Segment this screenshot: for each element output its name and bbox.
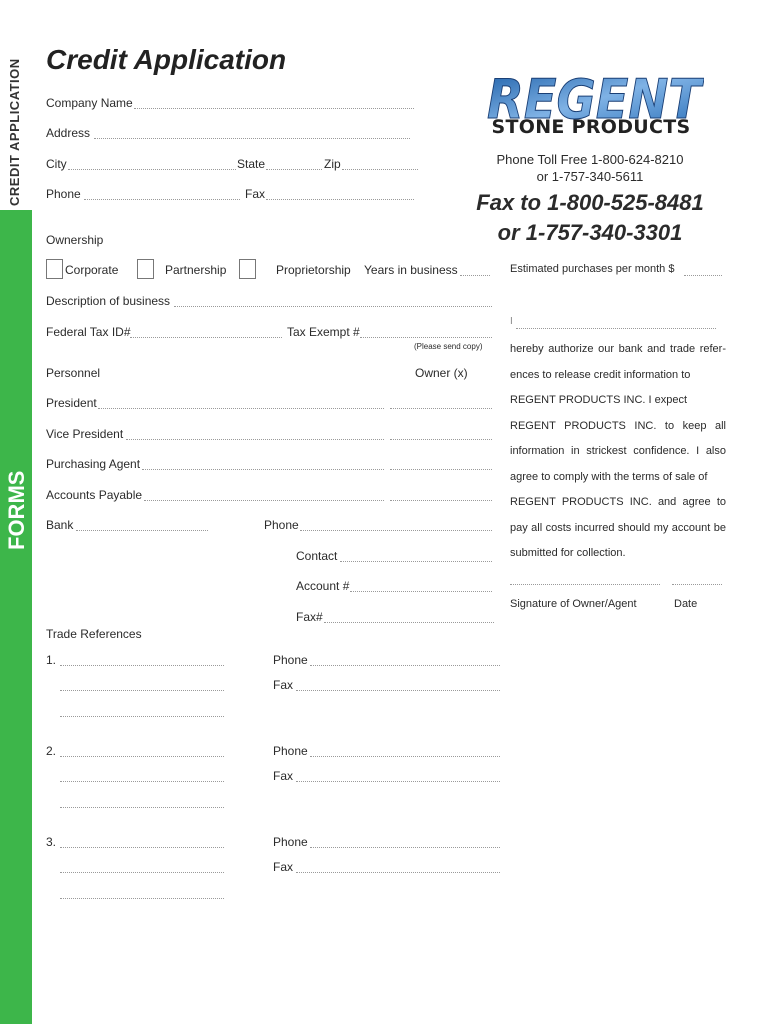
proprietorship-checkbox[interactable]: [239, 259, 256, 279]
bank-label: Bank: [46, 518, 74, 532]
reference-1-phone-label: Phone: [273, 653, 308, 667]
purchasing-agent-field[interactable]: [142, 469, 384, 470]
corporate-checkbox[interactable]: [46, 259, 63, 279]
authorization-line: REGENT PRODUCTS INC. and agree to: [510, 496, 726, 508]
reference-number: 2.: [46, 744, 57, 758]
reference-number: 3.: [46, 835, 57, 849]
reference-3-phone-field[interactable]: [310, 847, 500, 848]
authorizer-name-field[interactable]: [516, 328, 716, 329]
reference-1-city-field[interactable]: [60, 716, 224, 717]
reference-3-fax-field[interactable]: [296, 872, 500, 873]
zip-label: Zip: [324, 157, 341, 171]
phone-field[interactable]: [84, 199, 240, 200]
federal-tax-id-field[interactable]: [130, 337, 282, 338]
zip-field[interactable]: [342, 169, 418, 170]
bank-account-label: Account #: [296, 579, 350, 593]
years-in-business-field[interactable]: [460, 275, 490, 276]
authorization-line: agree to comply with the terms of sale of: [510, 471, 708, 483]
sidebar-title: CREDIT APPLICATION: [7, 58, 22, 206]
proprietorship-label: Proprietorship: [276, 263, 351, 277]
reference-2-address-field[interactable]: [60, 781, 224, 782]
authorization-line: pay all costs incurred should my account be: [510, 522, 726, 534]
accounts-payable-label: Accounts Payable: [46, 488, 143, 502]
reference-2-phone-field[interactable]: [310, 756, 500, 757]
company-name-label: Company Name: [46, 96, 133, 110]
estimated-purchases-field[interactable]: [684, 275, 722, 276]
personnel-heading: Personnel: [46, 366, 101, 380]
reference-1-fax-field[interactable]: [296, 690, 500, 691]
reference-2-name-field[interactable]: [60, 756, 224, 757]
tax-exempt-label: Tax Exempt #: [287, 325, 360, 339]
reference-2-city-field[interactable]: [60, 807, 224, 808]
regent-logo: [484, 66, 704, 186]
authorization-line: REGENT PRODUCTS INC. to keep all: [510, 420, 726, 432]
authorization-line: ences to release credit information to: [510, 369, 691, 381]
bank-fax-label: Fax#: [296, 610, 323, 624]
bank-account-field[interactable]: [350, 591, 492, 592]
reference-1-fax-label: Fax: [273, 678, 294, 692]
fax-line-2: or 1-757-340-3301: [497, 220, 683, 245]
authorization-line: information in strickest confidence. I also: [510, 445, 726, 457]
company-name-field[interactable]: [134, 108, 414, 109]
logo-word: REGENT: [487, 68, 704, 131]
president-field[interactable]: [98, 408, 384, 409]
bank-contact-label: Contact: [296, 549, 338, 563]
phone-line-1: Phone Toll Free 1-800-624-8210: [496, 152, 684, 167]
years-in-business-label: Years in business: [364, 263, 458, 277]
tax-exempt-field[interactable]: [360, 337, 492, 338]
sidebar-forms-label: FORMS: [4, 470, 29, 550]
reference-1-name-field[interactable]: [60, 665, 224, 666]
description-field[interactable]: [174, 306, 492, 307]
president-owner-field[interactable]: [390, 408, 492, 409]
president-label: President: [46, 396, 97, 410]
reference-3-phone-label: Phone: [273, 835, 308, 849]
trade-references-heading: Trade References: [46, 627, 142, 641]
phone-label: Phone: [46, 187, 81, 201]
federal-tax-id-label: Federal Tax ID#: [46, 325, 131, 339]
fax-label: Fax: [245, 187, 266, 201]
bank-contact-field[interactable]: [340, 561, 492, 562]
reference-2-fax-field[interactable]: [296, 781, 500, 782]
partnership-checkbox[interactable]: [137, 259, 154, 279]
address-field[interactable]: [94, 138, 410, 139]
accounts-payable-field[interactable]: [144, 500, 384, 501]
date-field[interactable]: [672, 584, 722, 585]
phone-line-2: or 1-757-340-5611: [536, 169, 644, 184]
authorization-line: REGENT PRODUCTS INC. I expect: [510, 394, 688, 406]
vice-president-field[interactable]: [126, 439, 384, 440]
reference-2-fax-label: Fax: [273, 769, 294, 783]
reference-1-address-field[interactable]: [60, 690, 224, 691]
purchasing-agent-label: Purchasing Agent: [46, 457, 141, 471]
reference-3-fax-label: Fax: [273, 860, 294, 874]
logo-subtitle: STONE PRODUCTS: [491, 116, 691, 138]
authorization-line: submitted for collection.: [510, 547, 626, 559]
city-field[interactable]: [68, 169, 236, 170]
fax-field[interactable]: [266, 199, 414, 200]
reference-3-name-field[interactable]: [60, 847, 224, 848]
authorization-prefix: I: [510, 316, 513, 327]
ownership-label: Ownership: [46, 233, 104, 247]
description-label: Description of business: [46, 294, 171, 308]
reference-3-city-field[interactable]: [60, 898, 224, 899]
vice-president-label: Vice President: [46, 427, 124, 441]
state-field[interactable]: [266, 169, 322, 170]
bank-field[interactable]: [76, 530, 208, 531]
reference-3-address-field[interactable]: [60, 872, 224, 873]
state-label: State: [237, 157, 266, 171]
partnership-label: Partnership: [165, 263, 227, 277]
signature-label: Signature of Owner/Agent: [510, 598, 637, 610]
reference-1-phone-field[interactable]: [310, 665, 500, 666]
reference-number: 1.: [46, 653, 57, 667]
please-send-copy-note: (Please send copy): [414, 342, 483, 351]
page-title: Credit Application: [46, 44, 287, 75]
corporate-label: Corporate: [65, 263, 119, 277]
address-label: Address: [46, 126, 91, 140]
reference-2-phone-label: Phone: [273, 744, 308, 758]
owner-column-label: Owner (x): [415, 366, 468, 380]
estimated-purchases-label: Estimated purchases per month $: [510, 263, 675, 275]
accounts-payable-owner-field[interactable]: [390, 500, 492, 501]
bank-fax-field[interactable]: [324, 622, 494, 623]
bank-phone-field[interactable]: [300, 530, 492, 531]
authorization-line: hereby authorize our bank and trade refer-: [510, 343, 726, 355]
vice-president-owner-field[interactable]: [390, 439, 492, 440]
purchasing-agent-owner-field[interactable]: [390, 469, 492, 470]
bank-phone-label: Phone: [264, 518, 299, 532]
date-label: Date: [674, 598, 698, 610]
fax-line-1: Fax to 1-800-525-8481: [476, 190, 704, 215]
city-label: City: [46, 157, 67, 171]
signature-field[interactable]: [510, 584, 660, 585]
